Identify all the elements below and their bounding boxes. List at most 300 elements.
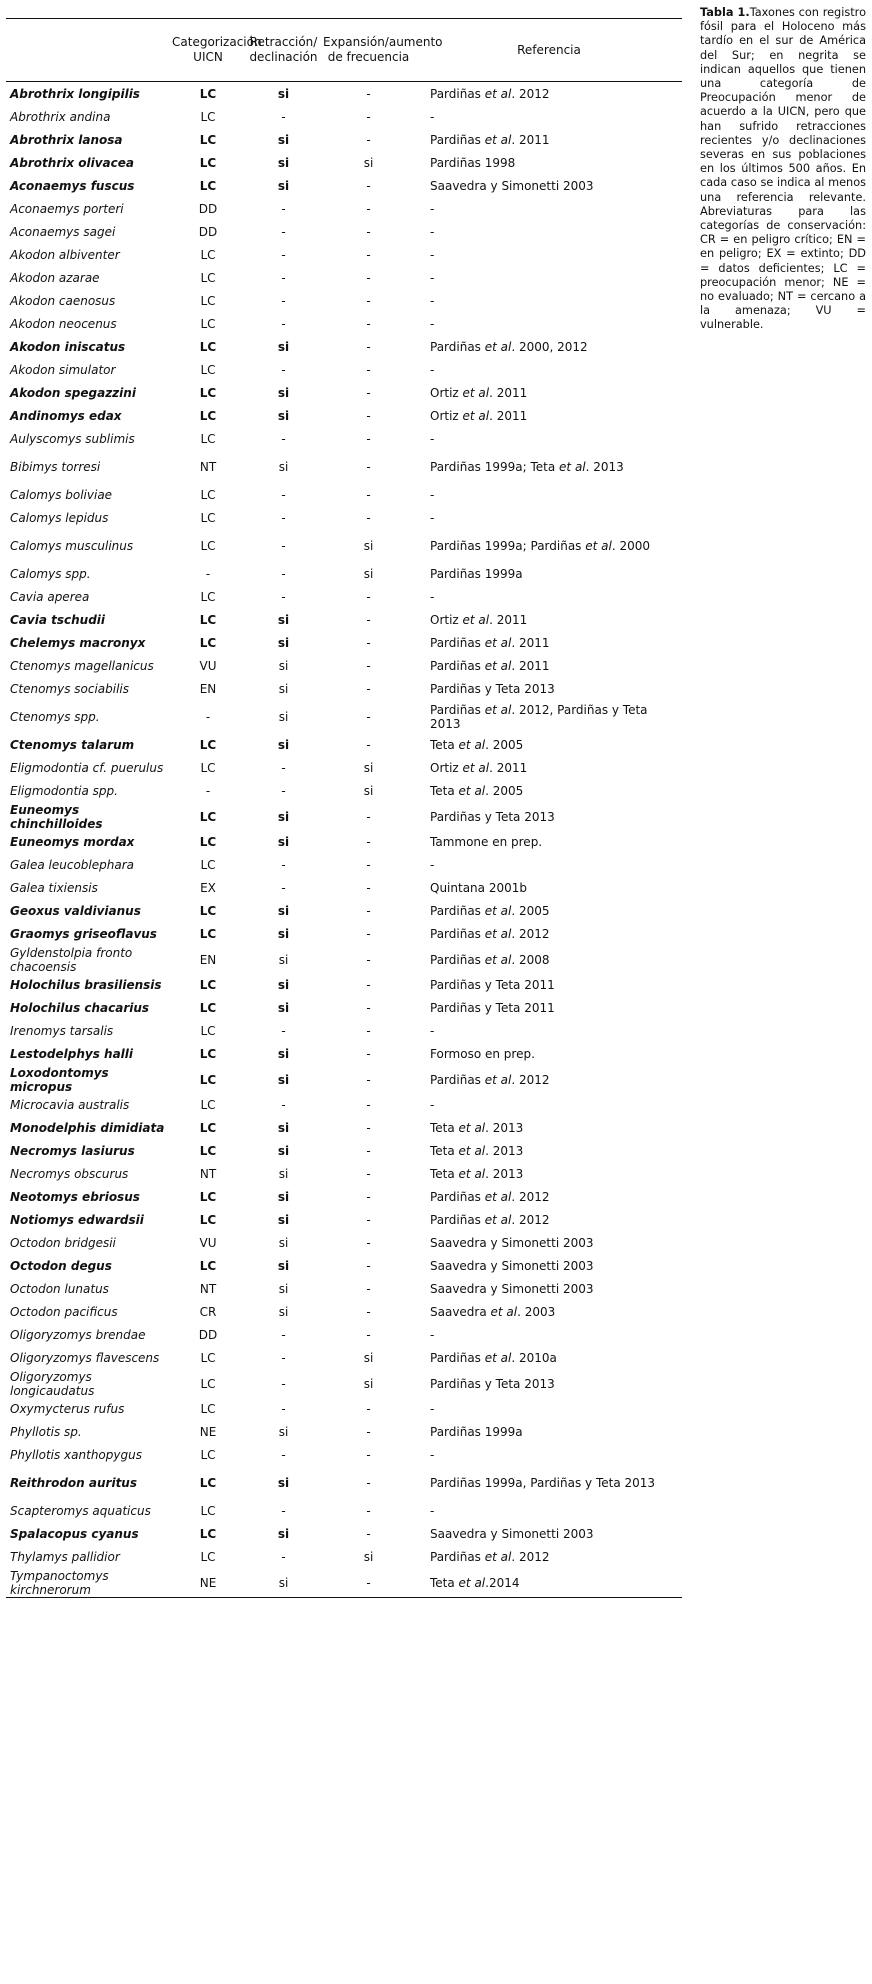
retraction-value: si bbox=[277, 1213, 290, 1227]
retraction-value: si bbox=[278, 659, 289, 673]
reference-cell bbox=[416, 175, 682, 198]
reference-text: . 2000 bbox=[611, 539, 651, 553]
reference-cell bbox=[416, 780, 682, 803]
reference-italic: et al bbox=[458, 738, 486, 752]
uicn-category: LC bbox=[200, 1448, 216, 1462]
table-row bbox=[6, 923, 682, 946]
reference-text: Pardiñas bbox=[430, 1550, 485, 1564]
table-row bbox=[6, 152, 682, 175]
retraction-value: si bbox=[277, 1047, 290, 1061]
reference-text: . 2005 bbox=[485, 784, 524, 798]
reference-italic: et al bbox=[484, 340, 512, 354]
uicn-category: LC bbox=[200, 511, 216, 525]
reference-text: . 2005 bbox=[485, 738, 524, 752]
reference-text: Pardiñas 1999a; Pardiñas bbox=[430, 539, 586, 553]
reference-text: . 2012 bbox=[511, 1550, 550, 1564]
reference-cell bbox=[416, 1523, 682, 1546]
expansion-value: - bbox=[366, 1259, 371, 1273]
expansion-value: - bbox=[366, 202, 371, 216]
uicn-category: LC bbox=[200, 271, 216, 285]
reference-text: . 2013 bbox=[485, 1167, 524, 1181]
reference-cell bbox=[416, 1301, 682, 1324]
retraction-value: si bbox=[277, 809, 290, 824]
expansion-value: si bbox=[363, 567, 374, 581]
expansion-value: - bbox=[366, 1527, 371, 1541]
reference-italic: et al bbox=[458, 1144, 486, 1158]
table-row bbox=[6, 831, 682, 854]
retraction-value: si bbox=[277, 636, 290, 650]
reference-cell bbox=[416, 1140, 682, 1163]
table-row bbox=[6, 1255, 682, 1278]
uicn-category: VU bbox=[199, 659, 217, 673]
table-row bbox=[6, 359, 682, 382]
uicn-category: LC bbox=[200, 1402, 216, 1416]
retraction-value: - bbox=[281, 539, 286, 553]
species-name: Oligoryzomys flavescens bbox=[10, 1351, 160, 1365]
species-name: Aconaemys sagei bbox=[10, 225, 116, 239]
reference-cell bbox=[416, 1043, 682, 1066]
species-name: Scapteromys aquaticus bbox=[10, 1504, 151, 1518]
uicn-category: LC bbox=[199, 1047, 217, 1061]
retraction-value: - bbox=[281, 1098, 286, 1112]
expansion-value: si bbox=[363, 156, 374, 170]
retraction-value: - bbox=[281, 317, 286, 331]
table-row bbox=[6, 106, 682, 129]
table-row bbox=[6, 267, 682, 290]
expansion-value: - bbox=[366, 488, 371, 502]
retraction-value: si bbox=[246, 1569, 321, 1598]
reference-text: Saavedra bbox=[430, 1305, 491, 1319]
retraction-value: si bbox=[278, 1282, 289, 1296]
retraction-value: - bbox=[281, 784, 286, 798]
retraction-value: si bbox=[277, 179, 290, 193]
reference-text: - bbox=[430, 590, 435, 604]
expansion-value: - bbox=[366, 1282, 371, 1296]
expansion-value: - bbox=[366, 904, 371, 918]
reference-cell bbox=[416, 1324, 682, 1347]
retraction-value: - bbox=[281, 858, 286, 872]
expansion-value: - bbox=[366, 511, 371, 525]
table-row bbox=[6, 484, 682, 507]
reference-cell bbox=[416, 1163, 682, 1186]
species-name: Akodon azarae bbox=[10, 271, 100, 285]
reference-italic: et al bbox=[484, 1190, 512, 1204]
species-name: Cavia aperea bbox=[10, 590, 90, 604]
uicn-category: LC bbox=[199, 1213, 217, 1227]
retraction-value: - bbox=[281, 294, 286, 308]
reference-cell bbox=[416, 267, 682, 290]
species-name: Bibimys torresi bbox=[10, 460, 101, 474]
species-name: Akodon spegazzini bbox=[10, 386, 136, 400]
uicn-category: DD bbox=[198, 225, 218, 239]
reference-cell bbox=[416, 428, 682, 451]
reference-text: Teta bbox=[430, 1144, 459, 1158]
uicn-category: LC bbox=[200, 432, 216, 446]
expansion-value: - bbox=[366, 927, 371, 941]
reference-italic: et al bbox=[458, 1575, 486, 1590]
uicn-category: - bbox=[205, 784, 211, 798]
expansion-value: - bbox=[366, 809, 371, 824]
retraction-value: - bbox=[281, 590, 286, 604]
retraction-value: - bbox=[281, 1328, 286, 1342]
uicn-category: EX bbox=[200, 881, 216, 895]
table-row bbox=[6, 198, 682, 221]
reference-text: . 2011 bbox=[489, 761, 528, 775]
species-name: Lestodelphys halli bbox=[10, 1047, 134, 1061]
caption-text: Taxones con registro fósil para el Holoceno más tardío en el sur de América del Sur; en negrita se indican aquellos que tienen una categoría de Preocupación menor de acuerdo a la UICN, pero que han sufrido retracciones recientes y/o declinaciones severas en sus poblaciones en los últimos 500 años. En cada caso se indica al menos una referencia relevante. Abreviaturas para las categorías de conservación: CR = en peligro crítico; EN = en peligro; EX = extinto; DD = datos deficientes; LC = preocupación menor; NE = no evaluado; NT = cercano a la amenaza; VU = vulnerable. bbox=[700, 6, 866, 332]
retraction-value: si bbox=[278, 952, 289, 967]
table-row bbox=[6, 678, 682, 701]
species-name: Ctenomys sociabilis bbox=[10, 682, 130, 696]
reference-text: - bbox=[430, 1098, 435, 1112]
reference-text: - bbox=[430, 317, 435, 331]
reference-cell bbox=[416, 757, 682, 780]
uicn-category: LC bbox=[199, 179, 217, 193]
reference-italic: et al bbox=[462, 409, 490, 423]
uicn-category: LC bbox=[199, 978, 217, 992]
uicn-category: LC bbox=[199, 1072, 217, 1087]
reference-text: Pardiñas bbox=[430, 340, 485, 354]
retraction-value: - bbox=[281, 271, 286, 285]
species-name: Eligmodontia spp. bbox=[10, 784, 118, 798]
reference-cell bbox=[416, 1186, 682, 1209]
expansion-value: - bbox=[366, 590, 371, 604]
table-row bbox=[6, 803, 682, 831]
table-row bbox=[6, 1467, 682, 1500]
reference-text: Ortiz bbox=[430, 613, 463, 627]
expansion-value: - bbox=[321, 1569, 416, 1598]
reference-text: . 2000, 2012 bbox=[511, 340, 588, 354]
uicn-category: LC bbox=[199, 835, 217, 849]
table-caption bbox=[700, 6, 866, 333]
species-name: Aconaemys fuscus bbox=[10, 179, 135, 193]
expansion-value: - bbox=[366, 179, 371, 193]
reference-cell bbox=[416, 1370, 682, 1398]
reference-text: Pardiñas bbox=[430, 1190, 485, 1204]
expansion-value: - bbox=[366, 110, 371, 124]
reference-text: - bbox=[430, 271, 435, 285]
retraction-value: si bbox=[277, 1072, 290, 1087]
expansion-value: - bbox=[366, 386, 371, 400]
expansion-value: - bbox=[366, 613, 371, 627]
uicn-category: LC bbox=[199, 86, 217, 101]
table-row bbox=[6, 1043, 682, 1066]
table-row bbox=[6, 129, 682, 152]
reference-cell bbox=[416, 1255, 682, 1278]
species-name: Oxymycterus rufus bbox=[10, 1402, 125, 1416]
reference-text: Teta bbox=[430, 738, 459, 752]
header-reference: Referencia bbox=[416, 19, 682, 82]
reference-cell bbox=[416, 609, 682, 632]
expansion-value: - bbox=[366, 1305, 371, 1319]
uicn-category: LC bbox=[199, 809, 217, 824]
retraction-value: - bbox=[281, 1448, 286, 1462]
species-name: Abrothrix andina bbox=[10, 110, 111, 124]
reference-text: . 2011 bbox=[511, 133, 550, 147]
reference-cell bbox=[416, 313, 682, 336]
expansion-value: - bbox=[366, 1024, 371, 1038]
retraction-value: si bbox=[278, 710, 289, 724]
expansion-value: - bbox=[366, 1121, 371, 1135]
uicn-category: EN bbox=[199, 952, 217, 967]
reference-text: - bbox=[430, 1504, 435, 1518]
reference-text: . 2013 bbox=[485, 1144, 524, 1158]
species-name: Geoxus valdivianus bbox=[10, 904, 141, 918]
reference-cell bbox=[416, 586, 682, 609]
uicn-category: LC bbox=[199, 386, 217, 400]
expansion-value: - bbox=[366, 363, 371, 377]
reference-italic: et al bbox=[490, 1305, 518, 1319]
reference-cell bbox=[416, 1347, 682, 1370]
table-row bbox=[6, 632, 682, 655]
retraction-value: - bbox=[281, 110, 286, 124]
reference-text: . 2012, Pardiñas y Teta 2013 bbox=[430, 703, 648, 731]
reference-text: Teta bbox=[430, 784, 459, 798]
species-name: Necromys lasiurus bbox=[10, 1144, 135, 1158]
retraction-value: si bbox=[277, 409, 290, 423]
table-row bbox=[6, 382, 682, 405]
reference-cell bbox=[416, 359, 682, 382]
reference-italic: et al bbox=[484, 1550, 512, 1564]
species-name: Irenomys tarsalis bbox=[10, 1024, 114, 1038]
uicn-category: NT bbox=[199, 460, 217, 474]
reference-cell bbox=[416, 507, 682, 530]
reference-text: Teta bbox=[430, 1575, 459, 1590]
retraction-value: - bbox=[281, 363, 286, 377]
reference-cell bbox=[416, 484, 682, 507]
reference-text: Pardiñas y Teta 2013 bbox=[430, 1376, 555, 1391]
species-name: Calomys boliviae bbox=[10, 488, 113, 502]
reference-text: Quintana 2001b bbox=[430, 881, 527, 895]
table-row bbox=[6, 1324, 682, 1347]
reference-cell bbox=[416, 221, 682, 244]
uicn-category: LC bbox=[200, 590, 216, 604]
reference-text: Ortiz bbox=[430, 409, 463, 423]
expansion-value: - bbox=[366, 133, 371, 147]
table-row bbox=[6, 313, 682, 336]
retraction-value: si bbox=[278, 460, 289, 474]
reference-cell bbox=[416, 129, 682, 152]
uicn-category: LC bbox=[200, 1504, 216, 1518]
species-name: Necromys obscurus bbox=[10, 1167, 129, 1181]
reference-text: Ortiz bbox=[430, 386, 463, 400]
species-name: Akodon neocenus bbox=[10, 317, 117, 331]
reference-cell bbox=[416, 734, 682, 757]
reference-cell bbox=[416, 244, 682, 267]
expansion-value: - bbox=[366, 1236, 371, 1250]
uicn-category: LC bbox=[200, 488, 216, 502]
reference-text: Pardiñas y Teta 2013 bbox=[430, 682, 555, 696]
reference-cell bbox=[416, 1209, 682, 1232]
reference-text: Ortiz bbox=[430, 761, 463, 775]
reference-text: - bbox=[430, 225, 435, 239]
table-row bbox=[6, 734, 682, 757]
retraction-value: si bbox=[278, 1167, 289, 1181]
species-name: Microcavia australis bbox=[10, 1098, 130, 1112]
species-name: Akodon albiventer bbox=[10, 248, 120, 262]
reference-italic: et al bbox=[559, 460, 586, 474]
table-row bbox=[6, 1209, 682, 1232]
reference-text: - bbox=[430, 1328, 435, 1342]
retraction-value: - bbox=[281, 1504, 286, 1518]
species-name: Holochilus brasiliensis bbox=[10, 978, 162, 992]
reference-text: . 2003 bbox=[517, 1305, 556, 1319]
reference-italic: et al bbox=[458, 1121, 486, 1135]
species-name: Calomys lepidus bbox=[10, 511, 109, 525]
reference-cell bbox=[416, 854, 682, 877]
reference-cell bbox=[416, 530, 682, 563]
reference-cell bbox=[416, 1500, 682, 1523]
reference-text: - bbox=[430, 432, 435, 446]
uicn-category: LC bbox=[199, 1527, 217, 1541]
retraction-value: si bbox=[277, 927, 290, 941]
species-name: Octodon degus bbox=[10, 1259, 112, 1273]
reference-cell bbox=[416, 997, 682, 1020]
species-name: Octodon lunatus bbox=[10, 1282, 109, 1296]
reference-cell bbox=[416, 877, 682, 900]
expansion-value: - bbox=[366, 340, 371, 354]
species-name: Euneomys chinchilloides bbox=[10, 802, 103, 831]
reference-text: Tammone en prep. bbox=[430, 835, 543, 849]
species-name: Calomys spp. bbox=[10, 567, 91, 581]
species-name: Ctenomys talarum bbox=[10, 738, 135, 752]
reference-text: . 2011 bbox=[489, 386, 528, 400]
retraction-value: si bbox=[277, 1527, 290, 1541]
reference-italic: et al bbox=[462, 613, 490, 627]
species-name: Notiomys edwardsii bbox=[10, 1213, 144, 1227]
reference-cell bbox=[416, 974, 682, 997]
reference-text: Saavedra y Simonetti 2003 bbox=[430, 1259, 594, 1273]
expansion-value: - bbox=[366, 317, 371, 331]
reference-text: - bbox=[430, 1024, 435, 1038]
retraction-value: si bbox=[277, 1144, 290, 1158]
uicn-category: LC bbox=[200, 363, 216, 377]
uicn-category: LC bbox=[200, 248, 216, 262]
reference-italic: et al bbox=[484, 703, 512, 717]
species-name: Akodon caenosus bbox=[10, 294, 116, 308]
species-name: Cavia tschudii bbox=[10, 613, 106, 627]
uicn-category: LC bbox=[200, 1376, 216, 1391]
uicn-category: - bbox=[205, 567, 211, 581]
reference-cell bbox=[416, 1467, 682, 1500]
retraction-value: si bbox=[277, 1190, 290, 1204]
expansion-value: - bbox=[366, 952, 371, 967]
reference-cell bbox=[416, 451, 682, 484]
reference-cell bbox=[416, 1421, 682, 1444]
species-name: Holochilus chacarius bbox=[10, 1001, 150, 1015]
reference-cell bbox=[416, 82, 682, 106]
table-header-row bbox=[6, 19, 682, 82]
retraction-value: si bbox=[277, 613, 290, 627]
uicn-category: NT bbox=[199, 1282, 217, 1296]
expansion-value: - bbox=[366, 1328, 371, 1342]
expansion-value: - bbox=[366, 636, 371, 650]
species-name: Oligoryzomys brendae bbox=[10, 1328, 146, 1342]
table-row bbox=[6, 1569, 682, 1598]
reference-cell bbox=[416, 336, 682, 359]
uicn-category: CR bbox=[199, 1305, 217, 1319]
uicn-category: LC bbox=[199, 133, 217, 147]
expansion-value: - bbox=[366, 710, 371, 724]
uicn-category: LC bbox=[199, 1476, 217, 1490]
retraction-value: - bbox=[281, 881, 286, 895]
table-row bbox=[6, 451, 682, 484]
reference-cell bbox=[416, 1020, 682, 1043]
uicn-category: LC bbox=[200, 1550, 216, 1564]
reference-italic: et al bbox=[484, 1351, 512, 1365]
expansion-value: - bbox=[366, 1144, 371, 1158]
reference-text: Pardiñas bbox=[430, 1072, 485, 1087]
reference-text: .2014 bbox=[485, 1575, 520, 1590]
retraction-value: si bbox=[278, 1305, 289, 1319]
expansion-value: - bbox=[366, 1425, 371, 1439]
reference-cell bbox=[416, 106, 682, 129]
uicn-category: LC bbox=[199, 904, 217, 918]
reference-cell bbox=[416, 1398, 682, 1421]
expansion-value: - bbox=[366, 294, 371, 308]
expansion-value: - bbox=[366, 1476, 371, 1490]
expansion-value: - bbox=[366, 1098, 371, 1112]
reference-cell bbox=[416, 701, 682, 734]
uicn-category: NT bbox=[199, 1167, 217, 1181]
reference-text: Pardiñas bbox=[430, 636, 485, 650]
species-name: Aconaemys porteri bbox=[10, 202, 124, 216]
expansion-value: - bbox=[366, 1213, 371, 1227]
reference-italic: et al bbox=[458, 784, 486, 798]
expansion-value: - bbox=[366, 1504, 371, 1518]
reference-text: - bbox=[430, 248, 435, 262]
reference-text: . 2010a bbox=[511, 1351, 557, 1365]
reference-text: Teta bbox=[430, 1121, 459, 1135]
reference-text: - bbox=[430, 511, 435, 525]
reference-text: - bbox=[430, 294, 435, 308]
species-name: Eligmodontia cf. puerulus bbox=[10, 761, 164, 775]
reference-text: . 2011 bbox=[511, 659, 550, 673]
species-name: Oligoryzomys longicaudatus bbox=[10, 1369, 95, 1398]
reference-text: Pardiñas 1999a; Teta bbox=[430, 460, 560, 474]
retraction-value: si bbox=[277, 738, 290, 752]
reference-text: Pardiñas y Teta 2013 bbox=[430, 809, 555, 824]
retraction-value: si bbox=[277, 156, 290, 170]
reference-cell bbox=[416, 1569, 682, 1598]
species-name: Octodon bridgesii bbox=[10, 1236, 116, 1250]
expansion-value: - bbox=[366, 858, 371, 872]
reference-italic: et al bbox=[484, 1213, 512, 1227]
reference-text: Pardiñas bbox=[430, 1351, 485, 1365]
reference-cell bbox=[416, 655, 682, 678]
reference-text: . 2012 bbox=[511, 1190, 550, 1204]
table-row bbox=[6, 655, 682, 678]
reference-text: Pardiñas bbox=[430, 952, 485, 967]
uicn-category: LC bbox=[199, 1144, 217, 1158]
uicn-category: EN bbox=[199, 682, 217, 696]
species-name: Tympanoctomys kirchnerorum bbox=[6, 1569, 170, 1598]
table-row bbox=[6, 530, 682, 563]
retraction-value: si bbox=[277, 1476, 290, 1490]
uicn-category: LC bbox=[199, 1121, 217, 1135]
retraction-value: si bbox=[277, 1259, 290, 1273]
expansion-value: si bbox=[363, 1376, 374, 1391]
reference-italic: et al bbox=[585, 539, 612, 553]
uicn-category: LC bbox=[199, 1001, 217, 1015]
retraction-value: - bbox=[281, 488, 286, 502]
reference-text: Pardiñas 1999a bbox=[430, 567, 523, 581]
expansion-value: - bbox=[366, 881, 371, 895]
expansion-value: - bbox=[366, 738, 371, 752]
reference-text: . 2012 bbox=[511, 86, 550, 101]
uicn-category: NE bbox=[199, 1425, 217, 1439]
uicn-category: LC bbox=[199, 340, 217, 354]
